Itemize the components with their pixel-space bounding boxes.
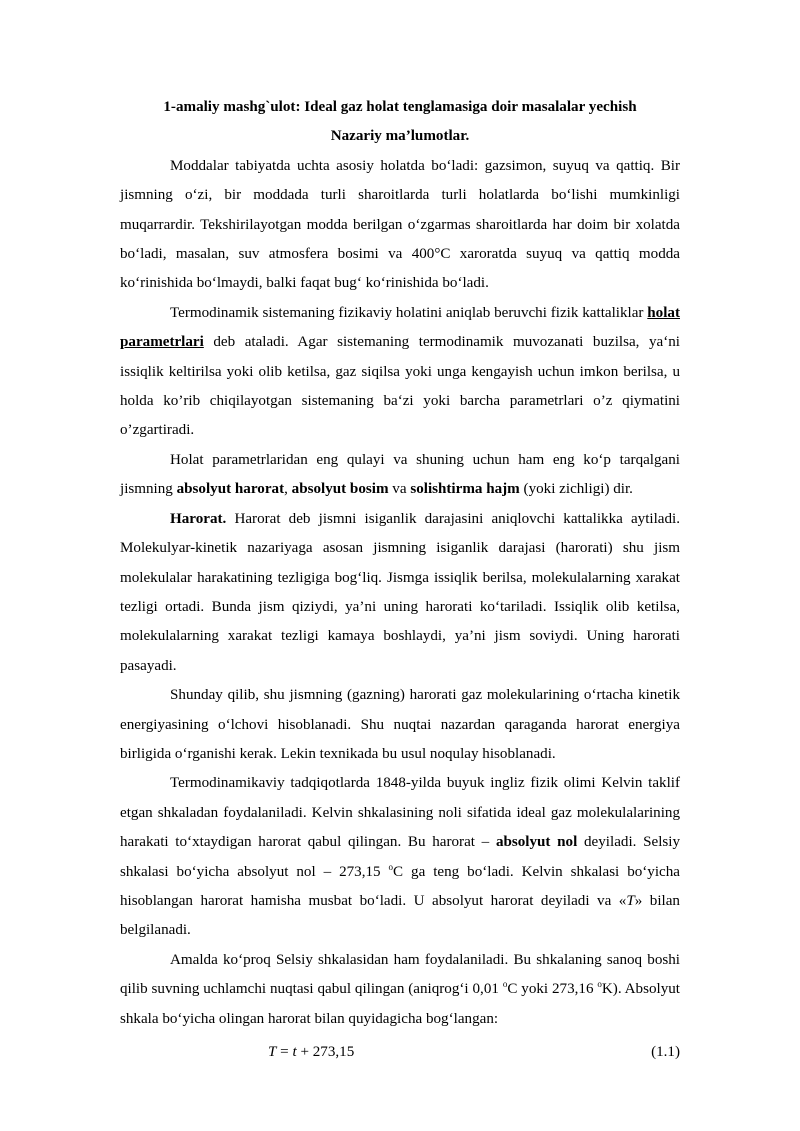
symbol-T: T (626, 892, 635, 909)
paragraph-text: Moddalar tabiyatda uchta asosiy holatda bo‘ladi: gazsimon, suyuq va qattiq. Bir jismning o‘zi, bir moddada turli sharoitlarda turli holatlarda bo‘lishi mumkinligi muqarrardir. Tekshirilayotgan modda berilgan o‘zgarmas sharoitlarda har doim bir xolatda bo‘ladi, masalan, suv atmosfera bosimi va 400°C xaroratda suyuq va qattiq modda ko‘rinishida bo‘lmaydi, balki faqat bug‘ ko‘rinishida bo‘ladi. (120, 157, 680, 292)
formula-equals: = (276, 1044, 293, 1060)
paragraph-text: Termodinamik sistemaning fizikaviy holatini aniqlab beruvchi fizik kattaliklar (170, 304, 648, 321)
formula-T: T (268, 1044, 277, 1060)
paragraph-states-of-matter (120, 152, 680, 299)
degree-superscript: o (597, 979, 602, 990)
paragraph-text: Amalda ko‘proq Selsiy shkalasidan ham foydalaniladi. Bu shkalaning sanoq boshi qilib suvning uchlamchi nuqtasi qabul qilingan (aniqrog‘i 0,01 (120, 951, 680, 998)
paragraph-kelvin-scale (120, 769, 680, 945)
term-state-parameters: holat parametrlari (120, 304, 680, 351)
paragraph-text: deyiladi. Selsiy shkalasi bo‘yicha absolyut nol – 273,15 (120, 834, 681, 880)
paragraph-text: » bilan belgilanadi. (120, 892, 680, 939)
paragraph-main-parameters (120, 446, 680, 505)
separator-text: , (284, 481, 292, 498)
term-temperature: Harorat. (170, 510, 227, 527)
paragraph-text: deb ataladi. Agar sistemaning termodinamik muvozanati buzilsa, ya‘ni issiqlik keltirilsa yoki olib ketilsa, gaz siqilsa yoki unga kengayish uchun imkon berilsa, u holda ko’rib chiqilayotgan sistemaning ba‘zi yoki barcha parametrlari o’z qiymatini o’zgartiradi. (120, 334, 680, 439)
paragraph-text: C yoki 273,16 (507, 981, 598, 998)
section-subtitle: Nazariy ma’lumotlar. (330, 128, 470, 145)
paragraph-temperature (120, 505, 680, 681)
paragraph-text: K). Absolyut shkala bo‘yicha olingan harorat bilan quyidagicha bog‘langan: (120, 981, 680, 1027)
paragraph-text: C ga teng bo‘ladi. Kelvin shkalasi bo‘yicha hisoblangan harorat hamisha musbat bo‘ladi. U absolyut harorat deyiladi va « (120, 863, 680, 909)
page-title: 1-amaliy mashg`ulot: Ideal gaz holat tenglamasiga doir masalalar yechish (163, 99, 637, 115)
degree-superscript: o (502, 979, 508, 990)
degree-superscript: o (388, 861, 394, 872)
formula-1-1 (120, 1038, 680, 1067)
paragraph-text: Termodinamikaviy tadqiqotlarda 1848-yilda buyuk ingliz fizik olimi Kelvin taklif etgan shkaladan foydalaniladi. Kelvin shkalasining noli sifatida ideal gaz molekulalarining harakati to‘xtaydigan harorat qabul qilingan. Bu harorat – (120, 775, 680, 851)
document-body (120, 93, 680, 1067)
formula-expression (268, 1038, 354, 1067)
paragraph-celsius-scale (120, 946, 680, 1034)
paragraph-text: Holat parametrlaridan eng qulayi va shuning uchun ham eng ko‘p tarqalgani jismning (120, 451, 680, 498)
paragraph-kinetic-energy (120, 681, 680, 769)
formula-rhs: + 273,15 (296, 1044, 355, 1060)
formula-t: t (292, 1044, 297, 1060)
term-absolute-pressure: absolyut bosim (291, 481, 389, 498)
separator-text: va (388, 481, 411, 498)
paragraph-state-parameters (120, 299, 680, 446)
term-specific-volume: solishtirma hajm (410, 481, 520, 498)
paragraph-text: (yoki zichligi) dir. (519, 481, 633, 498)
formula-number: (1.1) (651, 1044, 680, 1060)
paragraph-text: Harorat deb jismni isiganlik darajasini aniqlovchi kattalikka aytiladi. Molekulyar-kinetik nazariyaga asosan jismning isiganlik darajasi (harorati) shu jism molekulalar harakatining tezligiga bog‘liq. Jismga issiqlik berilsa, molekulalarning xarakat tezligi ortadi. Bunda jism qiziydi, ya’ni uning harorati ko‘tariladi. Issiqlik olib ketilsa, molekulalarning xarakat tezligi kamaya boshlaydi, ya’ni jism soviydi. Uning harorati pasayadi. (120, 510, 680, 674)
term-absolute-temperature: absolyut harorat (176, 481, 285, 498)
paragraph-text: Shunday qilib, shu jismning (gazning) harorati gaz molekularining o‘rtacha kinetik energiyasining o‘lchovi hisoblanadi. Shu nuqtai nazardan qaraganda harorat energiya birligida o‘rganishi kerak. Lekin texnikada bu usul noqulay hisoblanadi. (120, 687, 680, 762)
term-absolute-zero: absolyut nol (495, 834, 578, 851)
